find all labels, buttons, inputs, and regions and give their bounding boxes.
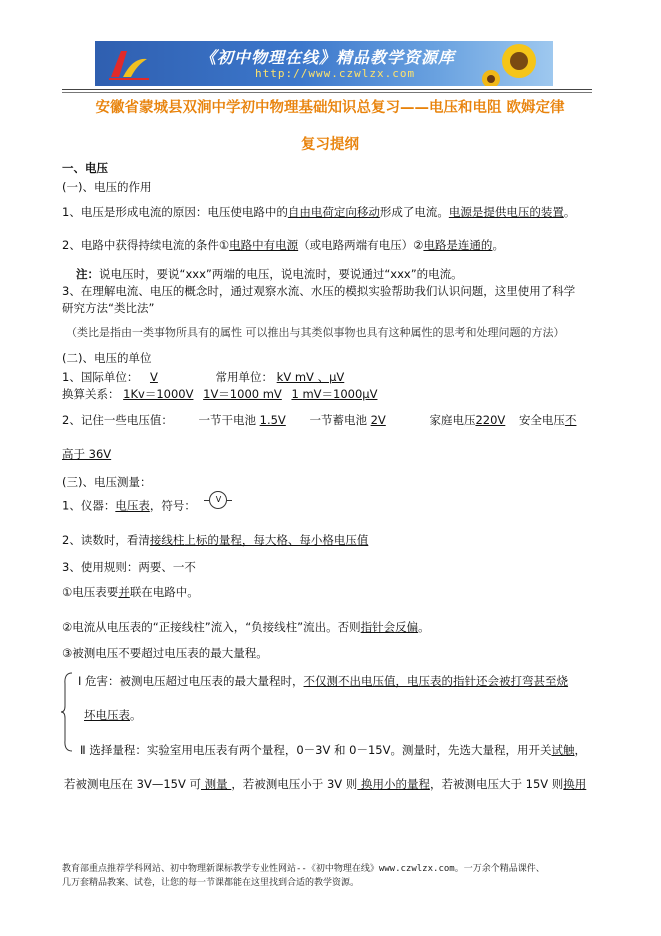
safe-voltage-continuation: 高于 36V xyxy=(62,447,112,461)
paragraph-2 xyxy=(62,237,504,253)
text: 。 xyxy=(418,620,430,634)
analogy-note: （类比是指由一类事物所具有的属性 可以推出与其类似事物也具有这种属性的思考和处理问题的方法） xyxy=(66,326,565,339)
sunflower-icon xyxy=(477,41,547,86)
underlined-text: 2V xyxy=(370,413,386,427)
page-footer xyxy=(62,862,602,890)
underlined-text: 220V xyxy=(475,413,506,427)
rule-3: ③被测电压不要超过电压表的最大量程。 xyxy=(62,646,268,660)
text: 1、电压是形成电流的原因：电压使电路中的 xyxy=(62,205,288,219)
paragraph-3-line1: 3、在理解电流、电压的概念时，通过观察水流、水压的模拟实验帮助我们认识问题，这里使用了科学 xyxy=(62,284,576,298)
underlined-text: 不 xyxy=(564,413,577,427)
text: Ⅱ 选择量程：实验室用电压表有两个量程，0－3V 和 0－15V。测量时，先选大量程，用开关 xyxy=(80,743,552,757)
subsection-heading-2: (二)、电压的单位 xyxy=(62,351,152,365)
document-subtitle: 复习提纲 xyxy=(301,137,359,153)
text: 一节蓄电池 xyxy=(309,413,367,427)
text: 形成了电流。 xyxy=(379,205,449,219)
text: ，符号： xyxy=(149,498,196,513)
underlined-text: 指针会反偏 xyxy=(360,620,419,634)
note-text: 说电压时，要说“xxx”两端的电压，说电流时，要说通过“xxx”的电流。 xyxy=(99,267,463,281)
underlined-text: 并 xyxy=(118,585,130,599)
underlined-text: 换用小的量程 xyxy=(357,777,430,791)
voltage-values-line xyxy=(62,412,576,428)
underlined-text: 1.5V xyxy=(259,413,286,427)
underlined-text: 1V＝1000 mV xyxy=(203,387,282,401)
underlined-text: 接线柱上标的量程，每大格、每小格电压值 xyxy=(149,533,369,547)
note-label: 注： xyxy=(76,267,99,281)
footer-line-2: 几万套精品教案、试卷，让您的每一节课都能在这里找到合适的教学资源。 xyxy=(62,878,360,888)
text: 。 xyxy=(563,205,576,219)
text: 安全电压 xyxy=(518,413,565,427)
underlined-text: 电源是提供电压的装置 xyxy=(448,205,564,219)
document-title: 安徽省蒙城县双涧中学初中物理基础知识总复习——电压和电阻 欧姆定律 xyxy=(95,100,565,116)
underlined-text: 换用 xyxy=(563,777,587,791)
range-selection-line1 xyxy=(80,742,586,758)
harm-line1 xyxy=(78,673,568,689)
rule-2 xyxy=(62,619,430,635)
underlined-text: 1 mV＝1000μV xyxy=(291,387,378,401)
text: 1、国际单位： xyxy=(62,370,139,384)
subsection-heading-1: (一)、电压的作用 xyxy=(62,180,152,194)
text: 1、仪器： xyxy=(62,498,116,513)
text: ，若被测电压大于 15V 则 xyxy=(429,777,564,791)
underlined-text: 1Kv＝1000V xyxy=(123,387,194,401)
underlined-text: 试触 xyxy=(551,743,575,757)
underlined-text: 电路中有电源 xyxy=(229,238,299,252)
text: 换算关系： xyxy=(62,387,120,401)
underlined-text: 测量 xyxy=(201,777,232,791)
unit-line xyxy=(62,369,344,385)
text: 一节干电池 xyxy=(198,413,256,427)
text: ②电流从电压表的“正接线柱”流入，“负接线柱”流出。否则 xyxy=(62,620,361,634)
text: Ⅰ 危害：被测电压超过电压表的最大量程时， xyxy=(78,674,304,688)
footer-line-1: 教育部重点推荐学科网站、初中物理新课标教学专业性网站--《初中物理在线》www.czwlzx.com。一万余个精品课件、 xyxy=(62,864,545,874)
underlined-text: 自由电荷定向移动 xyxy=(287,205,380,219)
curly-brace-icon xyxy=(60,672,74,752)
rule-1 xyxy=(62,584,199,600)
header-banner xyxy=(95,41,553,86)
banner-title: 《初中物理在线》精品教学资源库 xyxy=(200,48,456,67)
section-heading-voltage: 一、电压 xyxy=(62,161,108,175)
range-selection-line2 xyxy=(64,776,586,792)
voltmeter-symbol-label: V xyxy=(215,495,222,504)
underlined-text: 电压表 xyxy=(115,498,150,513)
text: 常用单位： xyxy=(215,370,274,384)
text: 。 xyxy=(492,238,504,252)
paragraph-3-line2: 研究方法“类比法” xyxy=(62,301,155,315)
banner-url[interactable]: http://www.czwlzx.com xyxy=(255,67,416,80)
paragraph-1 xyxy=(62,204,575,220)
underlined-text: 坏电压表 xyxy=(84,708,130,722)
conversion-line xyxy=(62,386,377,402)
text: 。 xyxy=(130,708,142,722)
text: ①电压表要 xyxy=(62,585,119,599)
text: 2、读数时，看清 xyxy=(62,533,150,547)
voltmeter-symbol-icon xyxy=(209,491,227,509)
reading-line xyxy=(62,532,368,548)
usage-rules-heading: 3、使用规则：两要、一不 xyxy=(62,560,196,574)
text: 2、记住一些电压值： xyxy=(62,413,173,427)
text: 2、电路中获得持续电流的条件① xyxy=(62,238,230,252)
text: 若被测电压在 3V—15V 可 xyxy=(64,777,201,791)
note-line xyxy=(76,266,463,282)
underlined-text: V xyxy=(149,370,158,384)
site-logo-icon xyxy=(107,47,151,81)
text: 家庭电压 xyxy=(429,413,476,427)
text: 联在电路中。 xyxy=(129,585,199,599)
underlined-text: 不仅测不出电压值，电压表的指针还会被打弯甚至烧 xyxy=(303,674,569,688)
subsection-heading-3: (三)、电压测量： xyxy=(62,475,152,489)
instrument-line xyxy=(62,497,227,515)
header-rule-thin xyxy=(62,92,592,93)
harm-line2 xyxy=(84,707,142,723)
text: ， xyxy=(574,743,586,757)
text: ，若被测电压小于 3V 则 xyxy=(231,777,358,791)
underlined-text: kV mV 、μV xyxy=(276,370,345,384)
text: （或电路两端有电压）② xyxy=(298,238,424,252)
underlined-text: 电路是连通的 xyxy=(423,238,493,252)
header-rule xyxy=(62,89,592,90)
